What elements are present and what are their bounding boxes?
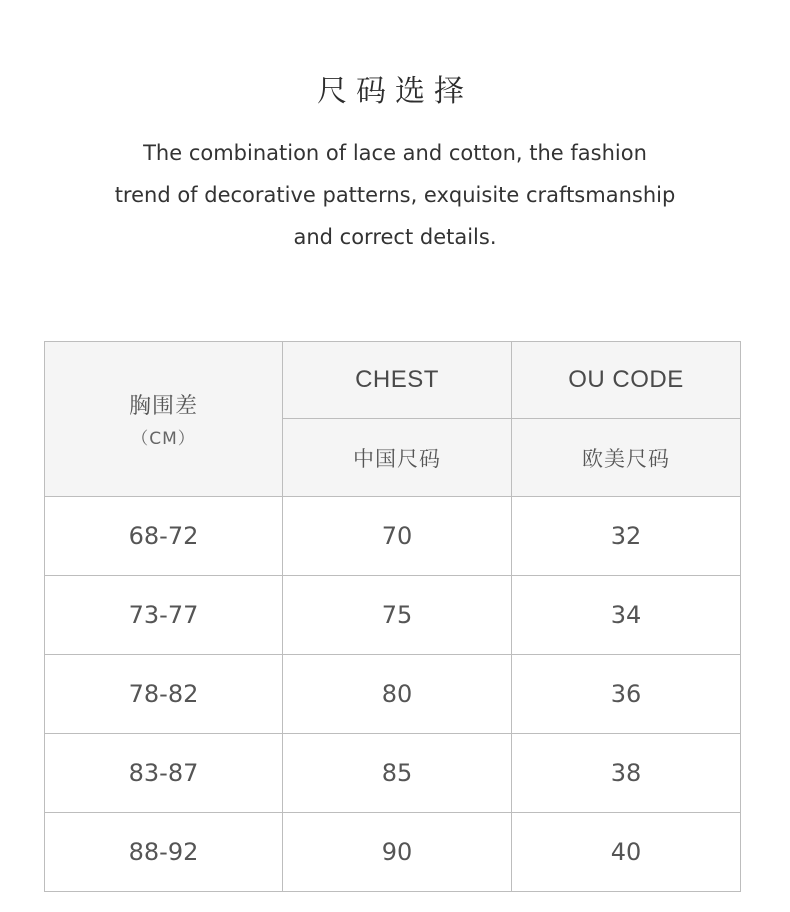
cell-chest-difference: 78-82 <box>45 655 283 734</box>
header-chest-difference <box>45 342 283 497</box>
cell-china-size: 80 <box>283 655 512 734</box>
cell-chest-difference: 88-92 <box>45 813 283 892</box>
header-chest: CHEST <box>283 342 512 419</box>
cell-eu-us-size: 32 <box>512 497 741 576</box>
cell-eu-us-size: 38 <box>512 734 741 813</box>
chest-difference-label: 胸围差 <box>128 394 198 419</box>
unit-label: （CM） <box>131 429 196 449</box>
cell-eu-us-size: 40 <box>512 813 741 892</box>
page-title: 尺码选择 <box>317 74 473 109</box>
table-row <box>45 655 741 734</box>
cell-china-size: 70 <box>283 497 512 576</box>
cell-china-size: 85 <box>283 734 512 813</box>
description-line-1: The combination of lace and cotton, the fashion <box>143 141 647 165</box>
header-ou-code: OU CODE <box>512 342 741 419</box>
description <box>0 132 790 258</box>
cell-china-size: 90 <box>283 813 512 892</box>
table-row <box>45 734 741 813</box>
size-chart-table <box>44 341 741 892</box>
header-china-size: 中国尺码 <box>283 419 512 497</box>
description-line-2: trend of decorative patterns, exquisite craftsmanship <box>114 183 676 207</box>
cell-chest-difference: 73-77 <box>45 576 283 655</box>
cell-china-size: 75 <box>283 576 512 655</box>
cell-chest-difference: 68-72 <box>45 497 283 576</box>
description-line-3: and correct details. <box>293 225 497 249</box>
cell-chest-difference: 83-87 <box>45 734 283 813</box>
cell-eu-us-size: 34 <box>512 576 741 655</box>
table-row <box>45 813 741 892</box>
header-eu-us-size: 欧美尺码 <box>512 419 741 497</box>
table-row <box>45 497 741 576</box>
cell-eu-us-size: 36 <box>512 655 741 734</box>
table-row <box>45 576 741 655</box>
